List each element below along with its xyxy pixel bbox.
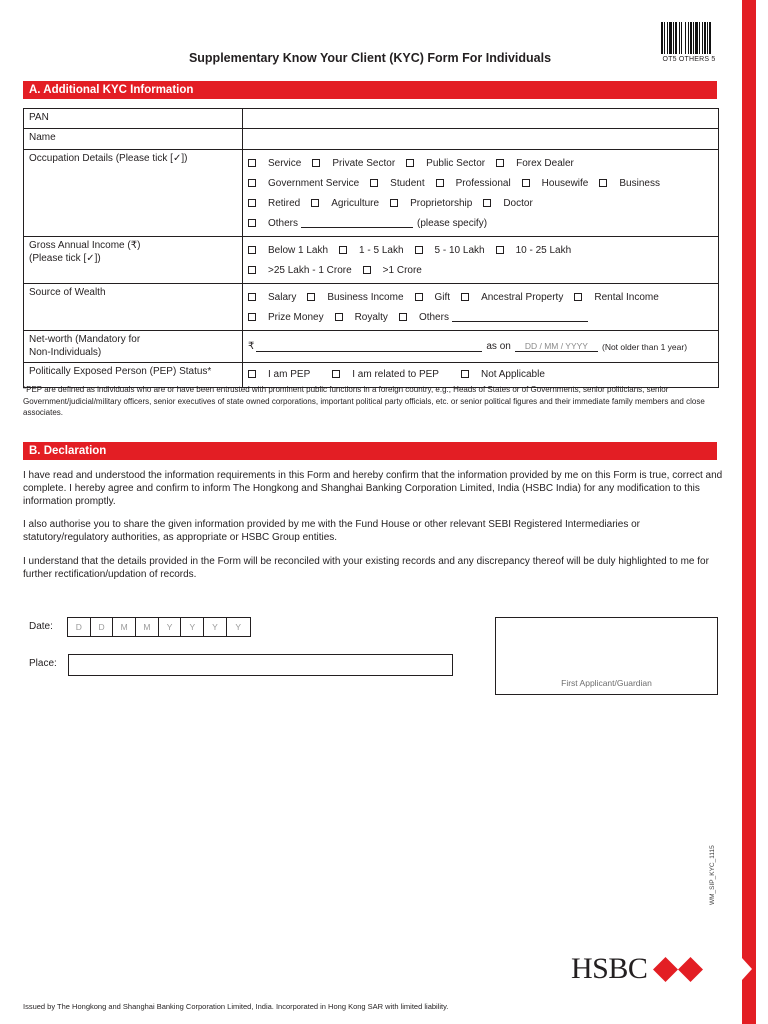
date-label: Date: (29, 621, 53, 632)
checkbox-icon[interactable] (248, 370, 256, 378)
checkbox-icon[interactable] (399, 313, 407, 321)
checkbox-icon[interactable] (248, 246, 256, 254)
checkbox-icon[interactable] (496, 159, 504, 167)
wealth-label: Source of Wealth (24, 284, 243, 331)
option-retired[interactable]: Retired (248, 198, 300, 209)
option-above-1-crore[interactable]: >1 Crore (363, 265, 422, 276)
option-service[interactable]: Service (248, 158, 301, 169)
table-row-income (24, 237, 719, 284)
networth-note: (Not older than 1 year) (601, 341, 688, 352)
option-others[interactable]: Others (248, 218, 298, 229)
wealth-options (243, 284, 719, 331)
date-box[interactable]: D (91, 618, 114, 636)
networth-date-field[interactable]: DD / MM / YYYY (515, 341, 598, 352)
declaration-paragraph-3: I understand that the details provided in the Form will be reconciled with your existing records and any discrepancy thereof will be duly highlighted to me for further rectification/updation of records. (23, 556, 709, 580)
option-agriculture[interactable]: Agriculture (311, 198, 379, 209)
table-row-networth (24, 331, 719, 363)
section-a-heading: A. Additional KYC Information (23, 81, 717, 99)
option-below-1-lakh[interactable]: Below 1 Lakh (248, 245, 328, 256)
checkbox-icon[interactable] (370, 179, 378, 187)
option-ancestral-property[interactable]: Ancestral Property (461, 292, 563, 303)
checkbox-icon[interactable] (363, 266, 371, 274)
table-row-occupation (24, 150, 719, 237)
income-options (243, 237, 719, 284)
pep-footnote: *PEP are defined as individuals who are or have been entrusted with prominent public functions in a foreign country, e.g., Heads of States or of Governments, senior politicians, senior Government/judicial/military officers, senior executives of state owned corporations, important political party officials, etc. or senior political figures and their immediate family members and close associates. (23, 385, 705, 417)
checkbox-icon[interactable] (248, 179, 256, 187)
issued-by-note: Issued by The Hongkong and Shanghai Banking Corporation Limited, India. Incorporated in Hong Kong SAR with limited liability. (23, 1002, 449, 1011)
name-field[interactable] (243, 129, 719, 150)
checkbox-icon[interactable] (248, 159, 256, 167)
option-rental-income[interactable]: Rental Income (574, 292, 658, 303)
occupation-label: Occupation Details (Please tick [✓]) (24, 150, 243, 237)
date-box[interactable]: Y (204, 618, 227, 636)
pan-label: PAN (24, 109, 243, 129)
option-gift[interactable]: Gift (415, 292, 451, 303)
option-housewife[interactable]: Housewife (522, 178, 589, 189)
option-student[interactable]: Student (370, 178, 424, 189)
wealth-others-field[interactable] (452, 312, 588, 322)
table-row-pan (24, 109, 719, 129)
occupation-options (243, 150, 719, 237)
option-related-to-pep[interactable]: I am related to PEP (332, 369, 439, 380)
option-not-applicable[interactable]: Not Applicable (461, 369, 545, 380)
option-doctor[interactable]: Doctor (483, 198, 532, 209)
checkbox-icon[interactable] (311, 199, 319, 207)
checkbox-icon[interactable] (332, 370, 340, 378)
checkbox-icon[interactable] (436, 179, 444, 187)
declaration-paragraph-1: I have read and understood the information requirements in this Form and hereby confirm that the information provided by me on this Form is true, correct and complete. I hereby agree and confirm to inform The Hongkong and Shanghai Banking Corporation Limited, India (HSBC India) for any modification to this information promptly. (23, 470, 723, 507)
option-25-lakh-1-crore[interactable]: >25 Lakh - 1 Crore (248, 265, 352, 276)
option-wealth-others[interactable]: Others (399, 312, 449, 323)
option-salary[interactable]: Salary (248, 292, 296, 303)
applicant-caption: First Applicant/Guardian (561, 678, 652, 688)
checkbox-icon[interactable] (483, 199, 491, 207)
option-5-10-lakh[interactable]: 5 - 10 Lakh (415, 245, 485, 256)
name-label: Name (24, 129, 243, 150)
date-box[interactable]: M (136, 618, 159, 636)
checkbox-icon[interactable] (390, 199, 398, 207)
kyc-table (23, 108, 719, 388)
option-public-sector[interactable]: Public Sector (406, 158, 485, 169)
table-row-name (24, 129, 719, 150)
option-proprietorship[interactable]: Proprietorship (390, 198, 472, 209)
date-box[interactable]: Y (235, 622, 241, 632)
checkbox-icon[interactable] (496, 246, 504, 254)
checkbox-icon[interactable] (522, 179, 530, 187)
edge-notch (742, 958, 752, 980)
option-prize-money[interactable]: Prize Money (248, 312, 324, 323)
form-title: Supplementary Know Your Client (KYC) Form For Individuals (188, 51, 552, 65)
checkbox-icon[interactable] (461, 370, 469, 378)
checkbox-icon[interactable] (312, 159, 320, 167)
date-box[interactable]: D (68, 618, 91, 636)
date-box[interactable]: M (113, 618, 136, 636)
date-box[interactable]: Y (159, 618, 182, 636)
pan-field[interactable] (243, 109, 719, 129)
table-row-wealth (24, 284, 719, 331)
barcode-label: OT5 OTHERS 5 (662, 56, 716, 63)
option-professional[interactable]: Professional (436, 178, 511, 189)
option-business[interactable]: Business (599, 178, 660, 189)
logo-text: HSBC (571, 952, 648, 985)
income-label: Gross Annual Income (₹) (Please tick [✓]) (24, 237, 243, 284)
checkbox-icon[interactable] (335, 313, 343, 321)
networth-label: Net-worth (Mandatory for Non-Individuals) (24, 331, 243, 363)
declaration-paragraph-2: I also authorise you to share the given information provided by me with the Fund House or other relevant SEBI Registered Intermediaries or statutory/regulatory authorities, as appropriate or HSBC Group entities. (23, 519, 640, 543)
checkbox-icon[interactable] (461, 293, 469, 301)
checkbox-icon[interactable] (307, 293, 315, 301)
checkbox-icon[interactable] (248, 313, 256, 321)
option-10-25-lakh[interactable]: 10 - 25 Lakh (496, 245, 572, 256)
checkbox-icon[interactable] (415, 246, 423, 254)
checkbox-icon[interactable] (248, 293, 256, 301)
currency-symbol: ₹ (248, 341, 255, 352)
checkbox-icon[interactable] (415, 293, 423, 301)
checkbox-icon[interactable] (339, 246, 347, 254)
pep-label: Politically Exposed Person (PEP) Status* (24, 363, 243, 388)
hsbc-hexagon-logo-icon (653, 957, 703, 982)
option-forex-dealer[interactable]: Forex Dealer (496, 158, 574, 169)
checkbox-icon[interactable] (248, 219, 256, 227)
checkbox-icon[interactable] (248, 199, 256, 207)
place-label: Place: (29, 658, 57, 669)
option-government-service[interactable]: Government Service (248, 178, 359, 189)
barcode-icon (661, 22, 717, 54)
option-business-income[interactable]: Business Income (307, 292, 403, 303)
checkbox-icon[interactable] (406, 159, 414, 167)
section-b-heading: B. Declaration (23, 442, 717, 460)
option-private-sector[interactable]: Private Sector (312, 158, 395, 169)
others-specify-note: (please specify) (417, 217, 488, 229)
checkbox-icon[interactable] (248, 266, 256, 274)
place-field[interactable] (68, 654, 453, 676)
networth-amount-field[interactable] (256, 342, 482, 352)
option-1-5-lakh[interactable]: 1 - 5 Lakh (339, 245, 403, 256)
brand-edge-bar (742, 0, 756, 1024)
barcode-stripe (711, 22, 712, 54)
hsbc-logo (571, 952, 703, 986)
checkbox-icon[interactable] (574, 293, 582, 301)
as-on-label: as on (486, 341, 511, 352)
others-specify-field[interactable] (301, 218, 413, 228)
option-royalty[interactable]: Royalty (335, 312, 388, 323)
form-code: WM_SIP_KYC_1115 (709, 845, 716, 905)
date-input-boxes[interactable] (67, 617, 251, 637)
checkbox-icon[interactable] (599, 179, 607, 187)
networth-value (243, 331, 719, 363)
date-box[interactable]: Y (181, 618, 204, 636)
option-i-am-pep[interactable]: I am PEP (248, 369, 310, 380)
